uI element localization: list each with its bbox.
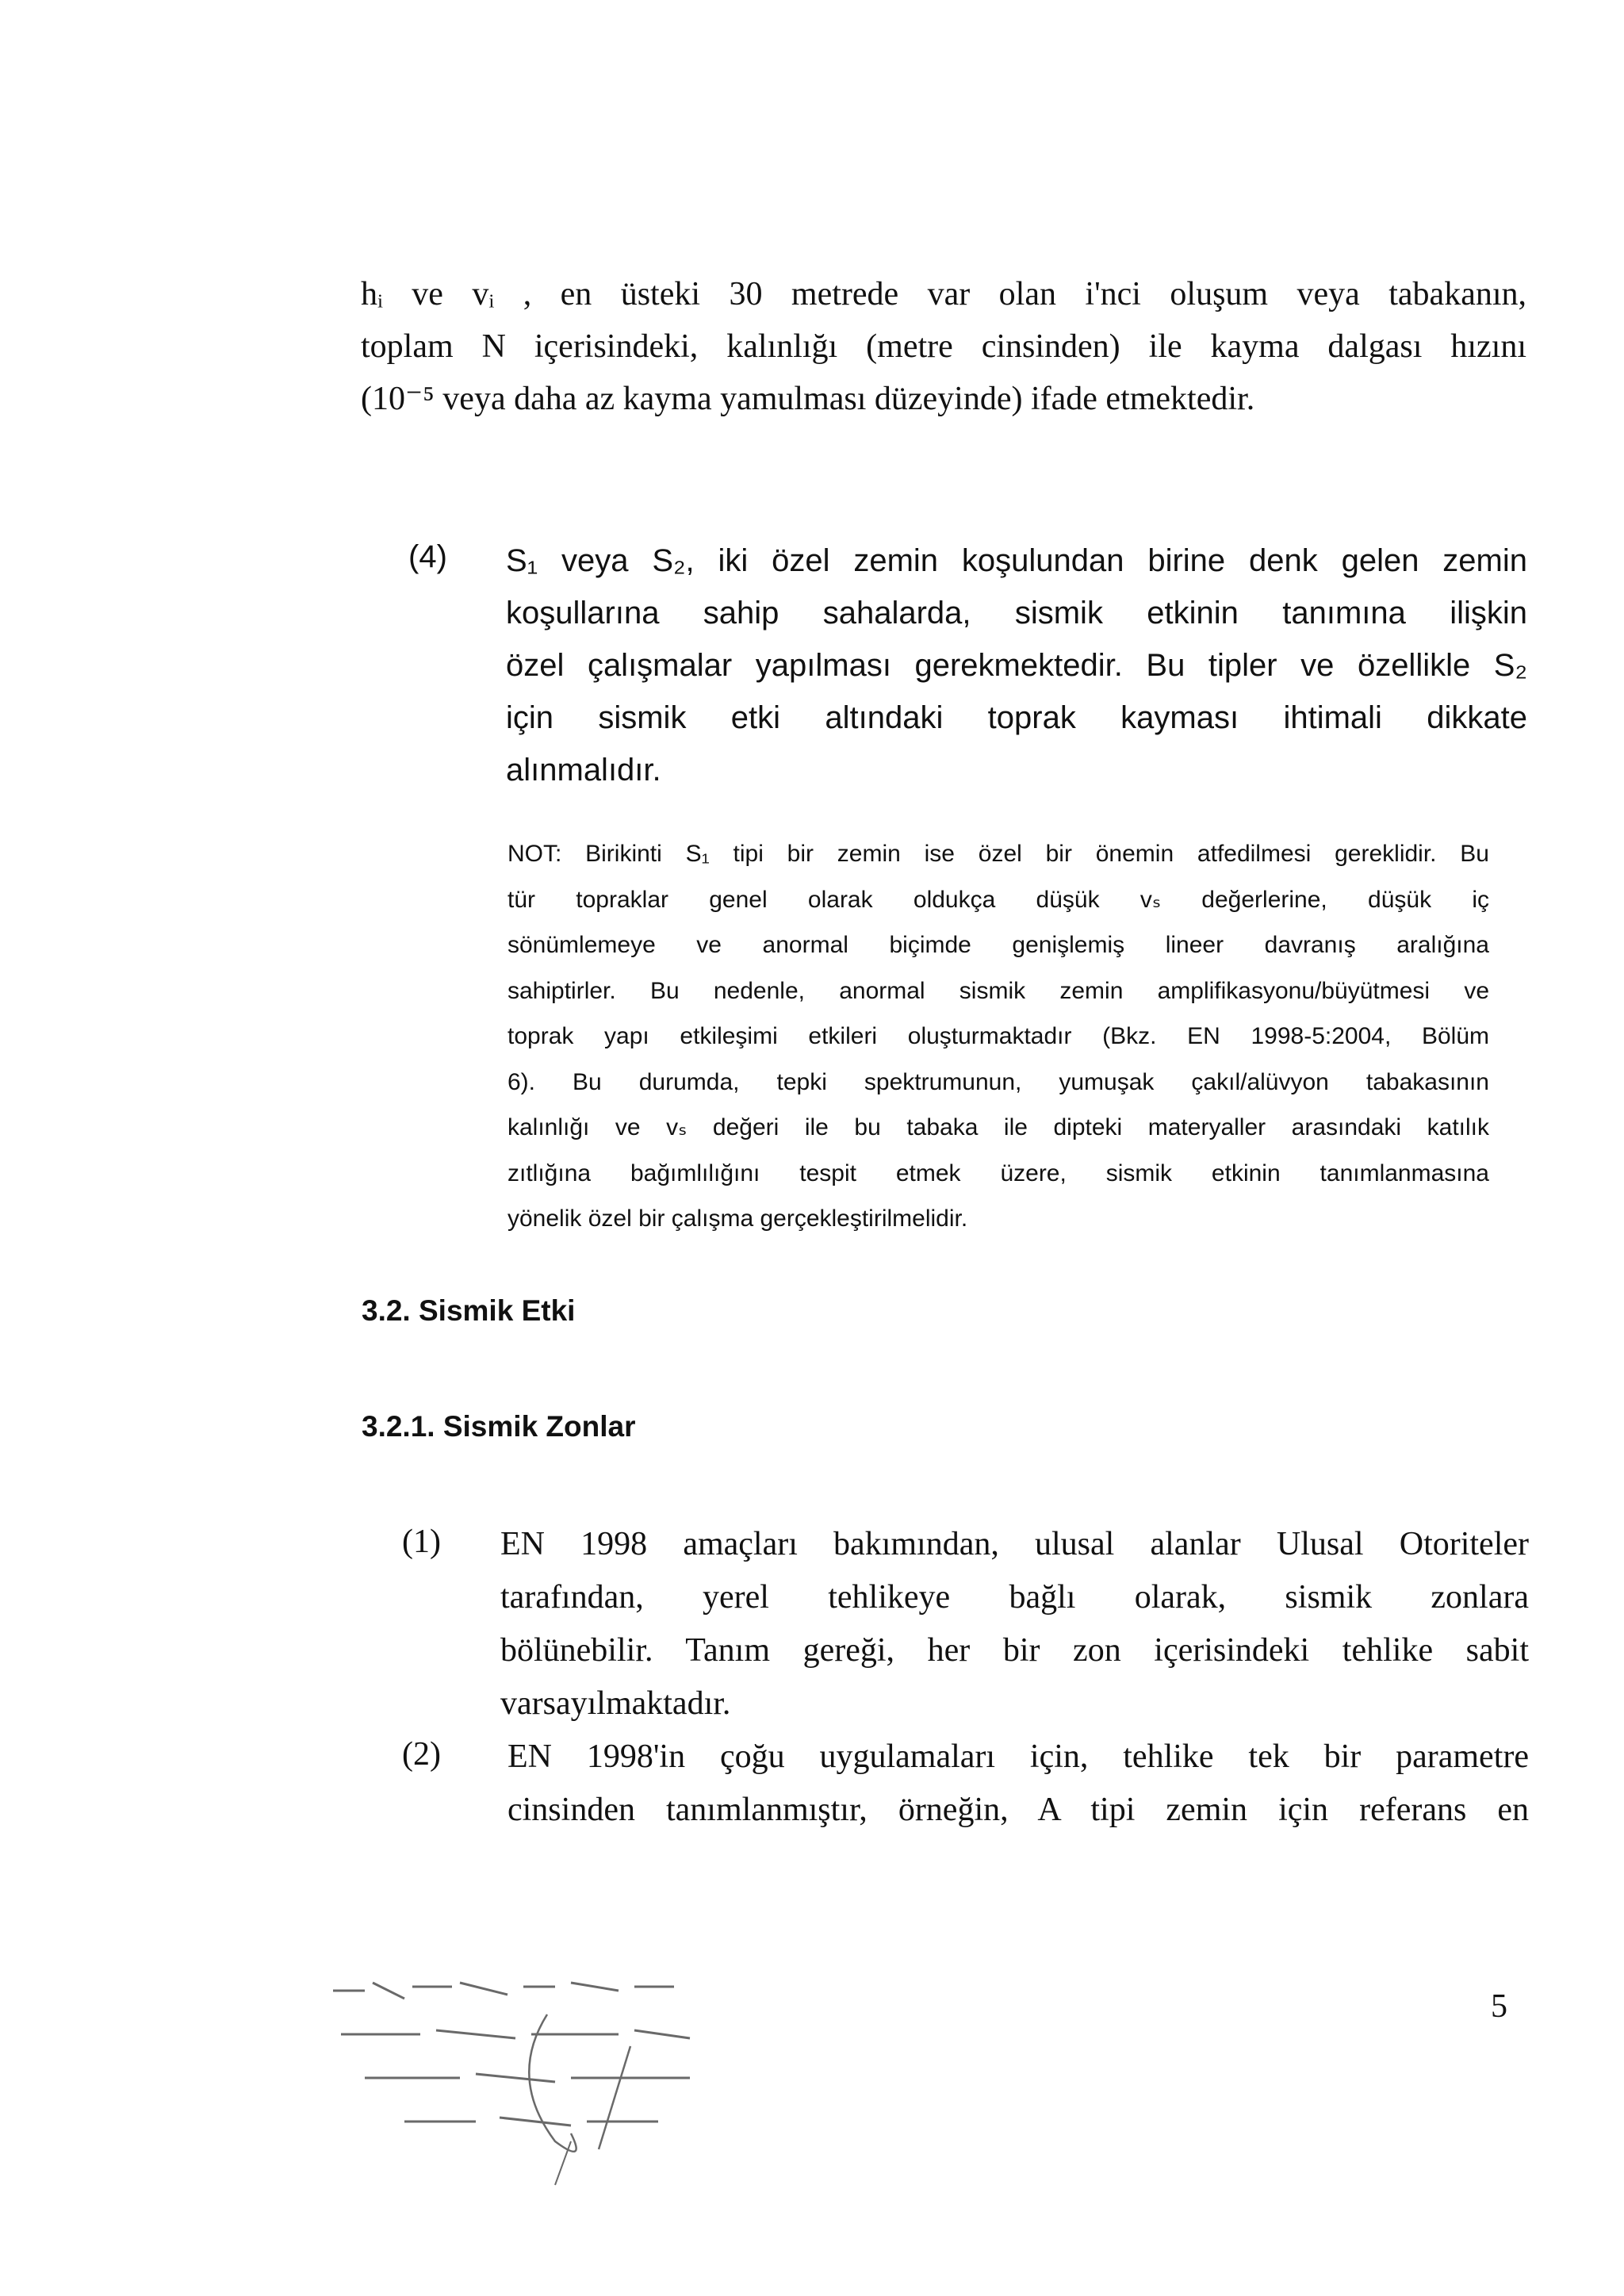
para1-line: varsayılmaktadır.	[500, 1685, 731, 1722]
para2-line: cinsinden tanımlanmıştır, örneğin, A tipi zemin için referans en	[508, 1792, 1529, 1828]
section-heading: 3.2. Sismik Etki	[362, 1294, 576, 1327]
note-line: sönümlemeye ve anormal biçimde genişlemiş lineer davranış aralığına	[508, 932, 1489, 958]
note-line: tür topraklar genel olarak oldukça düşük vₛ değerlerine, düşük iç	[508, 886, 1489, 913]
para4-line: S₁ veya S₂, iki özel zemin koşulundan birine denk gelen zemin	[506, 543, 1527, 578]
para2-text	[508, 1731, 1529, 1837]
para2-line: EN 1998'in çoğu uygulamaları için, tehlike tek bir parametre	[508, 1738, 1529, 1775]
note-line: sahiptirler. Bu nedenle, anormal sismik zemin amplifikasyonu/büyütmesi ve	[508, 977, 1489, 1004]
para4-number: (4)	[408, 539, 447, 574]
para1-line: EN 1998 amaçları bakımından, ulusal alanlar Ulusal Otoriteler	[500, 1526, 1529, 1562]
note-line: NOT: Birikinti S₁ tipi bir zemin ise özel bir önemin atfedilmesi gereklidir. Bu	[508, 841, 1489, 867]
note-paragraph	[508, 831, 1489, 1242]
para1-text	[500, 1518, 1529, 1731]
para4-line: için sismik etki altındaki toprak kayması ihtimali dikkate	[506, 700, 1527, 735]
intro-line: hᵢ ve vᵢ , en üsteki 30 metrede var olan i'nci oluşum veya tabakanın,	[361, 276, 1526, 312]
para1-line: tarafından, yerel tehlikeye bağlı olarak, sismik zonlara	[500, 1579, 1529, 1616]
intro-paragraph	[361, 268, 1526, 425]
subsection-heading: 3.2.1. Sismik Zonlar	[362, 1410, 636, 1443]
note-line: yönelik özel bir çalışma gerçekleştirilmelidir.	[508, 1205, 968, 1232]
para4-line: özel çalışmalar yapılması gerekmektedir. Bu tipler ve özellikle S₂	[506, 648, 1527, 683]
para2-number: (2)	[402, 1736, 441, 1773]
note-line: kalınlığı ve vₛ değeri ile bu tabaka ile dipteki materyaller arasındaki katılık	[508, 1114, 1489, 1140]
page-number: 5	[1491, 1988, 1507, 2025]
para4-line: koşullarına sahip sahalarda, sismik etkinin tanımına ilişkin	[506, 596, 1527, 631]
intro-line: toplam N içerisindeki, kalınlığı (metre cinsinden) ile kayma dalgası hızını	[361, 328, 1526, 365]
para4-text	[506, 535, 1527, 796]
para1-line: bölünebilir. Tanım gereği, her bir zon içerisindeki tehlike sabit	[500, 1632, 1529, 1669]
note-line: toprak yapı etkileşimi etkileri oluşturmaktadır (Bkz. EN 1998-5:2004, Bölüm	[508, 1023, 1489, 1049]
para1-number: (1)	[402, 1524, 441, 1560]
intro-line: (10⁻⁵ veya daha az kayma yamulması düzeyinde) ifade etmektedir.	[361, 381, 1255, 417]
para4-line: alınmalıdır.	[506, 753, 661, 788]
note-line: zıtlığına bağımlılığını tespit etmek üzere, sismik etkinin tanımlanmasına	[508, 1159, 1489, 1186]
note-line: 6). Bu durumda, tepki spektrumunun, yumuşak çakıl/alüvyon tabakasının	[508, 1068, 1489, 1095]
official-stamp-icon	[317, 1959, 761, 2189]
